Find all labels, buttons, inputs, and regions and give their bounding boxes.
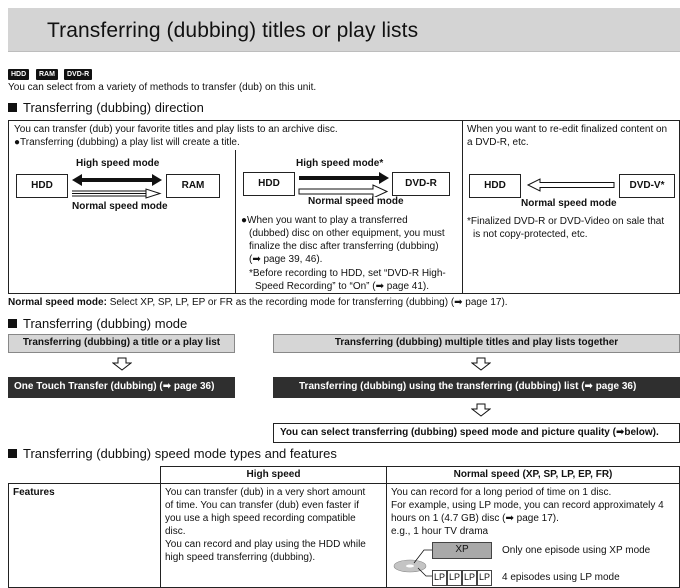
reedit-text-1: When you want to re-edit finalized content on [467,124,668,135]
multiple-transfer-box: Transferring (dubbing) multiple titles and play lists together [273,334,680,353]
normal-speed-text: You can record for a long period of time on 1 disc. [391,487,612,498]
single-transfer-box: Transferring (dubbing) a title or a play list [8,334,235,353]
square-bullet-icon [8,319,17,328]
square-bullet-icon [8,103,17,112]
badge-dvdr: DVD-R [64,69,92,80]
title-bar [8,8,680,52]
hdd-note: Speed Recording” to “On” (➡ page 41). [255,281,430,292]
high-speed-text: disc. [165,526,186,537]
speed-quality-box: You can select transferring (dubbing) speed mode and picture quality (➡below). [273,423,680,443]
page-title: Transferring (dubbing) titles or play lists [47,19,419,42]
hdd-label: HDD [243,172,295,196]
normal-speed-text: For example, using LP mode, you can record approximately 4 [391,500,664,511]
direction-text-1: You can transfer (dub) your favorite titles and play lists to an archive disc. [14,124,338,135]
lp-mode-text: 4 episodes using LP mode [502,572,620,583]
direction-text-2: ●Transferring (dubbing) a play list will create a title. [14,137,240,148]
high-speed-text: you use a high speed recording compatible [165,513,356,524]
intro-text: You can select from a variety of methods to transfer (dub) on this unit. [8,82,317,93]
dvdv-note: *Finalized DVD-R or DVD-Video on sale that [467,216,665,227]
one-touch-transfer-box: One Touch Transfer (dubbing) (➡ page 36) [8,377,235,398]
column-header-normal-speed: Normal speed (XP, SP, LP, EP, FR) [386,466,680,484]
high-speed-text: You can transfer (dub) in a very short amount [165,487,366,498]
high-speed-label: High speed mode* [296,158,384,169]
footnote-term: Normal speed mode: [8,297,107,308]
transfer-list-box: Transferring (dubbing) using the transferring (dubbing) list (➡ page 36) [273,377,680,398]
divider [235,150,236,294]
transfer-arrow-icon [297,171,391,197]
bidirectional-arrow-icon [70,173,164,199]
down-arrow-icon [471,403,491,417]
reverse-arrow-icon [526,177,616,193]
section-mode-heading [8,316,187,332]
reedit-text-2: a DVD-R, etc. [467,137,529,148]
features-label: Features [13,487,55,498]
high-speed-text: You can record and play using the HDD while [165,539,366,550]
badge-hdd: HDD [8,69,29,80]
section-title: Transferring (dubbing) speed mode types and features [23,446,337,461]
xp-mode-box: XP [432,542,492,559]
column-header-high-speed: High speed [160,466,387,484]
hdd-label: HDD [16,174,68,198]
normal-speed-text: hours on 1 (4.7 GB) disc (➡ page 17). [391,513,559,524]
section-direction-heading [8,100,204,116]
lp-mode-box: LP [432,570,447,586]
section-title: Transferring (dubbing) mode [23,316,188,331]
lp-mode-box: LP [477,570,492,586]
xp-mode-text: Only one episode using XP mode [502,545,651,556]
high-speed-text: high speed transferring (dubbing). [165,552,316,563]
dvdv-note: is not copy-protected, etc. [473,229,588,240]
normal-speed-text: e.g., 1 hour TV drama [391,526,489,537]
normal-speed-label: Normal speed mode [521,198,617,209]
normal-speed-label: Normal speed mode [308,196,404,207]
finalize-note: ●When you want to play a transferred [241,215,408,226]
ram-label: RAM [166,174,220,198]
divider [462,120,463,294]
footnote-text: Select XP, SP, LP, EP or FR as the recording mode for transferring (dubbing) (➡ page 17). [106,297,508,308]
normal-speed-label: Normal speed mode [72,201,168,212]
down-arrow-icon [471,357,491,371]
high-speed-label: High speed mode [76,158,160,169]
dvdv-label: DVD-V* [619,174,675,198]
section-title: Transferring (dubbing) direction [23,100,204,115]
finalize-note: (dubbed) disc on other equipment, you must [249,228,445,239]
dvdr-label: DVD-R [392,172,450,196]
hdd-note: *Before recording to HDD, set “DVD-R High- [249,268,446,279]
finalize-note: (➡ page 39, 46). [249,254,323,265]
hdd-label: HDD [469,174,521,198]
lp-mode-box: LP [462,570,477,586]
badge-ram: RAM [36,69,58,80]
disc-icon [392,540,436,588]
high-speed-text: of time. You can transfer (dub) even faster if [165,500,359,511]
normal-speed-footnote [8,297,508,310]
finalize-note: finalize the disc after transferring (dubbing) [249,241,439,252]
lp-mode-box: LP [447,570,462,586]
down-arrow-icon [112,357,132,371]
section-features-heading [8,446,337,462]
square-bullet-icon [8,449,17,458]
